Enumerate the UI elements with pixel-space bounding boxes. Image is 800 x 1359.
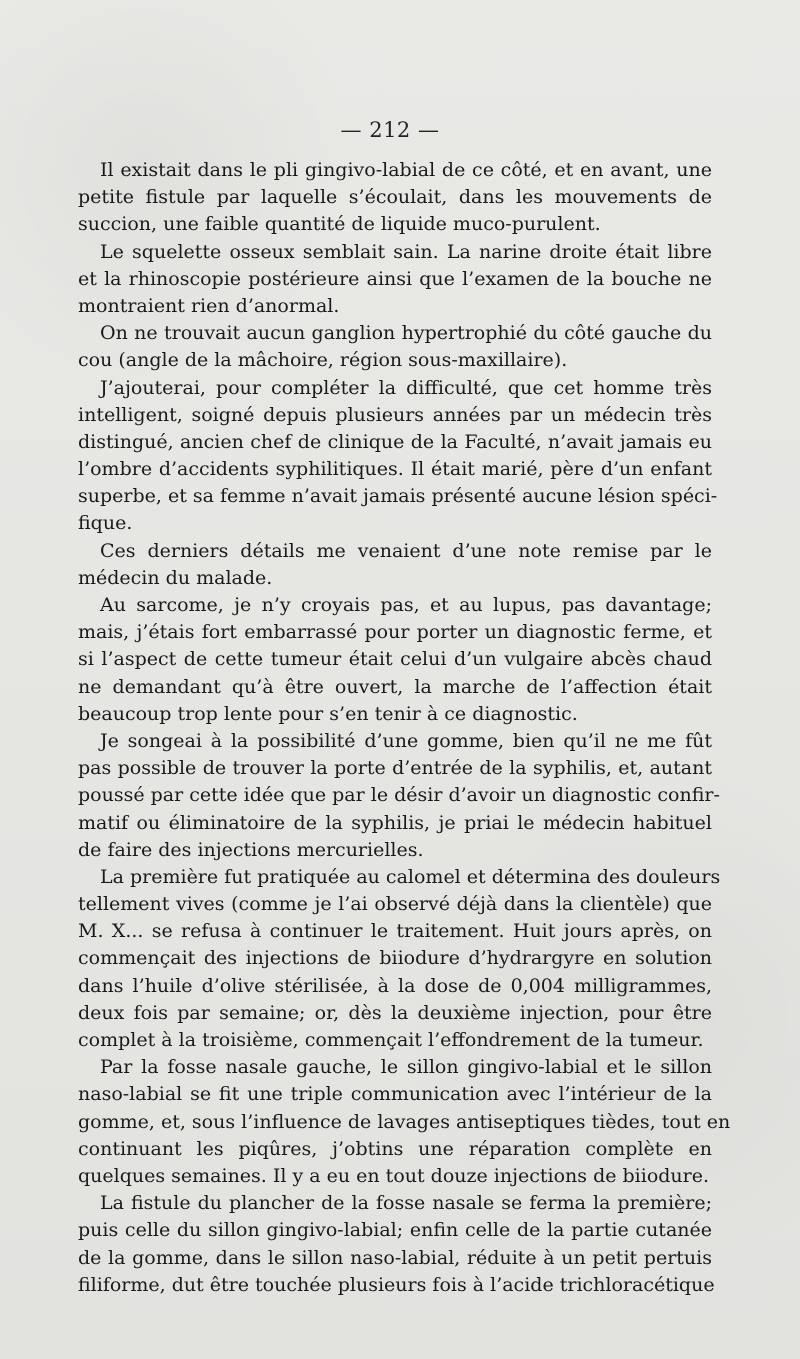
text-line: si l’aspect de cette tumeur était celui d’un vulgaire abcès chaud — [78, 648, 712, 671]
text-line: J’ajouterai, pour compléter la difficulté, que cet homme très — [100, 376, 712, 399]
text-line: ne demandant qu’à être ouvert, la marche de l’affection était — [78, 675, 712, 698]
text-line: La fistule du plancher de la fosse nasale se ferma la première; — [100, 1192, 712, 1215]
text-line: cou (angle de la mâchoire, région sous-maxillaire). — [78, 349, 568, 372]
paragraph — [78, 375, 718, 538]
text-line: intelligent, soigné depuis plusieurs années par un médecin très — [78, 403, 712, 426]
text-line: superbe, et sa femme n’avait jamais présenté aucune lésion spéci- — [78, 485, 718, 508]
text-line: La première fut pratiquée au calomel et détermina des douleurs — [100, 865, 721, 888]
paragraph — [78, 538, 712, 592]
text-line: matif ou éliminatoire de la syphilis, je priai le médecin habituel — [78, 811, 712, 834]
text-line: naso-labial se fit une triple communication avec l’intérieur de la — [78, 1083, 712, 1106]
text-line: et la rhinoscopie postérieure ainsi que l’examen de la bouche ne — [78, 267, 712, 290]
text-line: commençait des injections de biiodure d’hydrargyre en solution — [78, 947, 712, 970]
paragraph — [78, 320, 712, 374]
text-line: distingué, ancien chef de clinique de la Faculté, n’avait jamais eu — [78, 430, 712, 453]
text-line: On ne trouvait aucun ganglion hypertrophié du côté gauche du — [100, 322, 712, 345]
body-text — [78, 157, 731, 1299]
page-number: — 212 — — [340, 118, 440, 142]
text-line: dans l’huile d’olive stérilisée, à la dose de 0,004 milligrammes, — [78, 974, 712, 997]
text-line: puis celle du sillon gingivo-labial; enfin celle de la partie cutanée — [78, 1219, 712, 1242]
paragraph — [78, 864, 721, 1054]
text-line: complet à la troisième, commençait l’effondrement de la tumeur. — [78, 1029, 704, 1051]
text-line: l’ombre d’accidents syphilitiques. Il était marié, père d’un enfant — [78, 458, 712, 481]
text-line: quelques semaines. Il y a eu en tout douze injections de biiodure. — [78, 1164, 710, 1187]
text-line: Le squelette osseux semblait sain. La narine droite était libre — [100, 240, 712, 263]
text-line: Ces derniers détails me venaient d’une note remise par le — [100, 539, 712, 562]
text-line: tellement vives (comme je l’ai observé déjà dans la clientèle) que — [78, 893, 712, 916]
text-line: Par la fosse nasale gauche, le sillon gingivo-labial et le sillon — [100, 1056, 712, 1079]
text-line: beaucoup trop lente pour s’en tenir à ce diagnostic. — [78, 702, 578, 725]
paragraph — [78, 1190, 715, 1299]
text-line: de la gomme, dans le sillon naso-labial, réduite à un petit pertuis — [78, 1246, 712, 1269]
text-line: Au sarcome, je n’y croyais pas, et au lupus, pas davantage; — [100, 594, 712, 616]
paragraph — [78, 157, 712, 239]
text-line: poussé par cette idée que par le désir d’avoir un diagnostic confir- — [78, 784, 720, 807]
paragraph — [78, 592, 712, 728]
paragraph — [78, 239, 712, 321]
text-line: continuant les piqûres, j’obtins une réparation complète en — [78, 1137, 712, 1160]
paragraph — [78, 728, 720, 864]
text-line: deux fois par semaine; or, dès la deuxième injection, pour être — [78, 1001, 712, 1024]
paragraph — [78, 1054, 731, 1190]
text-line: mais, j’étais fort embarrassé pour porter un diagnostic ferme, et — [78, 621, 712, 644]
text-line: pas possible de trouver la porte d’entrée de la syphilis, et, autant — [78, 757, 712, 780]
text-line: médecin du malade. — [78, 566, 273, 589]
text-line: fique. — [78, 512, 133, 535]
text-line: Il existait dans le pli gingivo-labial de ce côté, et en avant, une — [100, 159, 712, 181]
text-line: M. X... se refusa à continuer le traitement. Huit jours après, on — [78, 920, 712, 943]
text-line: montraient rien d’anormal. — [78, 294, 340, 317]
text-line: petite fistule par laquelle s’écoulait, dans les mouvements de — [78, 186, 712, 209]
text-line: de faire des injections mercurielles. — [78, 838, 424, 861]
text-line: succion, une faible quantité de liquide muco-purulent. — [78, 213, 601, 236]
text-line: gomme, et, sous l’influence de lavages antiseptiques tièdes, tout en — [78, 1110, 731, 1133]
text-line: Je songeai à la possibilité d’une gomme, bien qu’il ne me fût — [100, 729, 712, 752]
text-line: filiforme, dut être touchée plusieurs fois à l’acide trichloracétique — [78, 1273, 715, 1296]
